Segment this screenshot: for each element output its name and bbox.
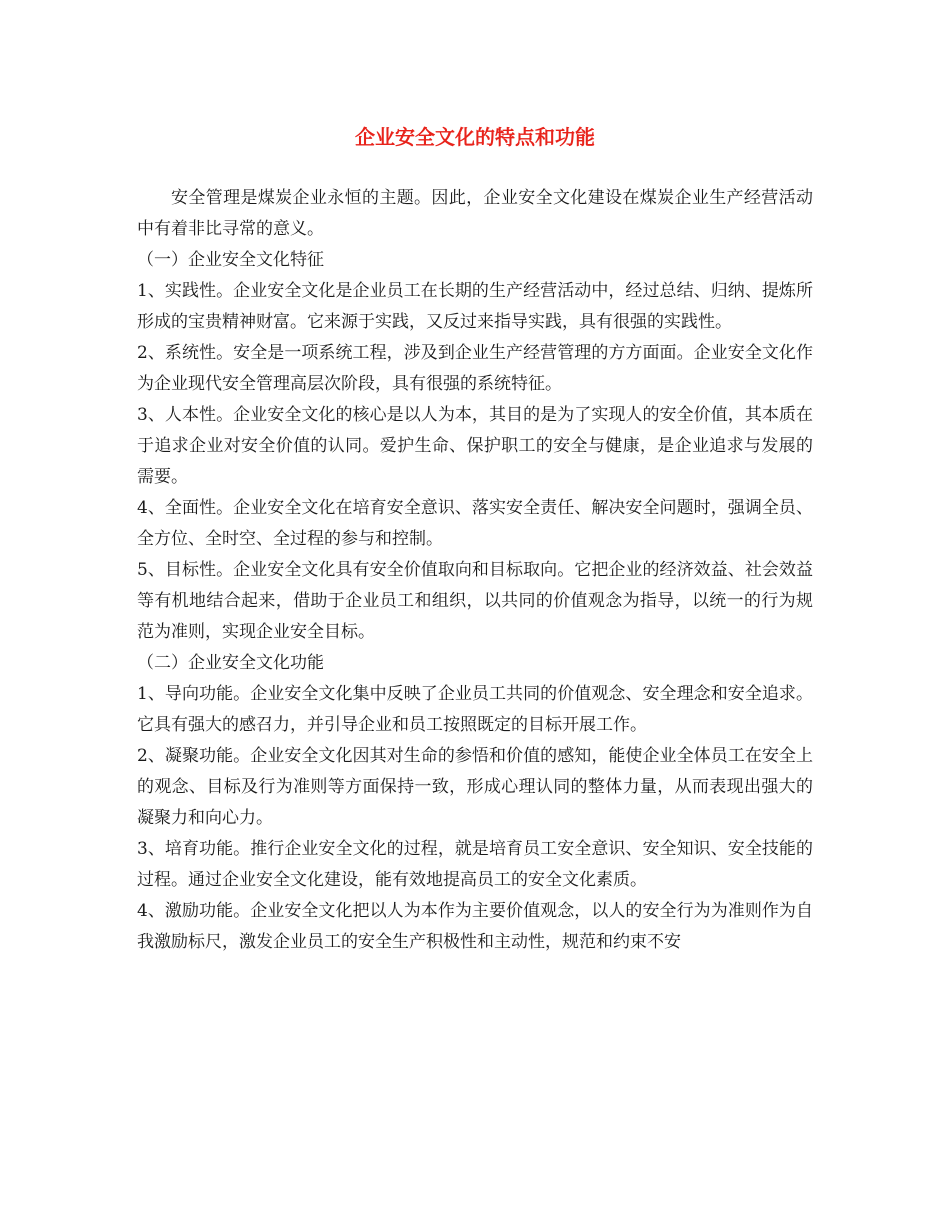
body-paragraph: 4、全面性。企业安全文化在培育安全意识、落实安全责任、解决安全问题时，强调全员、全方位、全时空、全过程的参与和控制。 bbox=[137, 498, 813, 549]
body-paragraph: 2、系统性。安全是一项系统工程，涉及到企业生产经营管理的方方面面。企业安全文化作为企业现代安全管理高层次阶段，具有很强的系统特征。 bbox=[137, 343, 813, 394]
body-paragraph: 3、培育功能。推行企业安全文化的过程，就是培育员工安全意识、安全知识、安全技能的过程。通过企业安全文化建设，能有效地提高员工的安全文化素质。 bbox=[137, 839, 813, 890]
body-paragraph: 2、凝聚功能。企业安全文化因其对生命的参悟和价值的感知，能使企业全体员工在安全上的观念、目标及行为准则等方面保持一致，形成心理认同的整体力量，从而表现出强大的凝聚力和向心力。 bbox=[137, 746, 813, 828]
body-paragraph: 4、激励功能。企业安全文化把以人为本作为主要价值观念，以人的安全行为为准则作为自我激励标尺，激发企业员工的安全生产积极性和主动性，规范和约束不安 bbox=[137, 901, 813, 952]
body-paragraph: 1、实践性。企业安全文化是企业员工在长期的生产经营活动中，经过总结、归纳、提炼所形成的宝贵精神财富。它来源于实践，又反过来指导实践，具有很强的实践性。 bbox=[137, 281, 813, 332]
document-body bbox=[137, 183, 813, 958]
document-title: 企业安全文化的特点和功能 bbox=[355, 125, 595, 149]
body-paragraph: 1、导向功能。企业安全文化集中反映了企业员工共同的价值观念、安全理念和安全追求。它具有强大的感召力，并引导企业和员工按照既定的目标开展工作。 bbox=[137, 684, 813, 735]
body-paragraph: 3、人本性。企业安全文化的核心是以人为本，其目的是为了实现人的安全价值，其本质在于追求企业对安全价值的认同。爱护生命、保护职工的安全与健康，是企业追求与发展的需要。 bbox=[137, 405, 813, 487]
body-paragraph: 5、目标性。企业安全文化具有安全价值取向和目标取向。它把企业的经济效益、社会效益等有机地结合起来，借助于企业员工和组织，以共同的价值观念为指导，以统一的行为规范为准则，实现企业安全目标。 bbox=[137, 560, 813, 642]
body-paragraph: 安全管理是煤炭企业永恒的主题。因此，企业安全文化建设在煤炭企业生产经营活动中有着非比寻常的意义。 bbox=[137, 188, 813, 239]
section-heading: （二）企业安全文化功能 bbox=[137, 653, 324, 673]
section-heading: （一）企业安全文化特征 bbox=[137, 250, 324, 270]
